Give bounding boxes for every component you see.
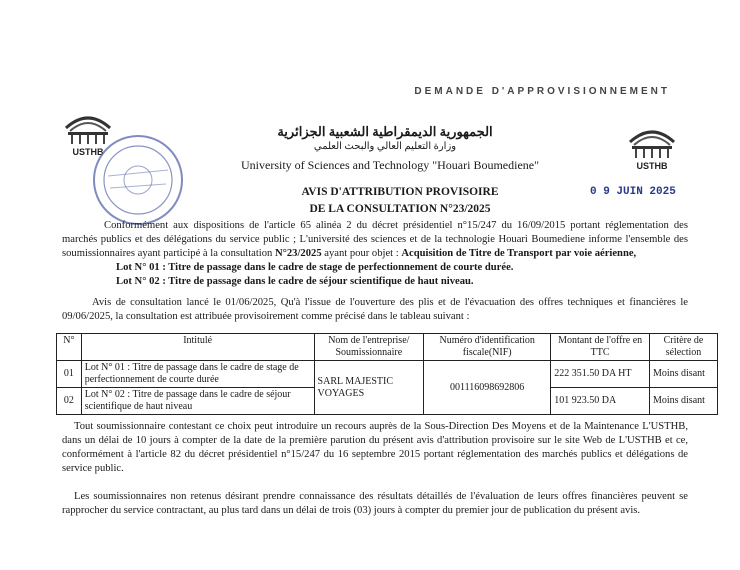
col-header-intitule: Intitulé xyxy=(81,334,314,361)
object-prefix: ayant pour objet : xyxy=(321,248,402,259)
university-name: University of Sciences and Technology "Houari Boumediene" xyxy=(241,158,539,172)
row2-montant: 101 923.50 DA xyxy=(551,388,650,415)
col-header-montant: Montant de l'offre en TTC xyxy=(551,334,650,361)
header-stamp-text: DEMANDE D'APPROVISIONNEMENT xyxy=(414,86,670,97)
logo-left-text: USTHB xyxy=(72,147,104,157)
table-header-row xyxy=(57,334,718,361)
arabic-ministry-title: وزارة التعليم العالي والبحث العلمي xyxy=(313,141,457,152)
row2-no: 02 xyxy=(57,388,82,415)
col-header-nif: Numéro d'identification fiscale(NIF) xyxy=(424,334,551,361)
arabic-republic-title: الجمهورية الديمقراطية الشعبية الجزائرية xyxy=(277,124,493,139)
object-text: Acquisition de Titre de Transport par voie aérienne, xyxy=(401,248,637,259)
row2-intitule: Lot N° 02 : Titre de passage dans le cadre de séjour scientifique de haut niveau xyxy=(81,388,314,415)
table-row xyxy=(57,361,718,388)
reception-date-stamp: 0 9 JUIN 2025 xyxy=(590,186,676,198)
logo-right-text: USTHB xyxy=(636,161,668,171)
row1-intitule: Lot N° 01 : Titre de passage dans le cadre de stage de perfectionnement de courte durée xyxy=(81,361,314,388)
row2-critere: Moins disant xyxy=(649,388,717,415)
official-seal-stamp xyxy=(88,130,188,230)
notice-title: AVIS D'ATTRIBUTION PROVISOIRE xyxy=(301,186,499,198)
col-header-critere: Critère de sélection xyxy=(649,334,717,361)
col-header-no: N° xyxy=(57,334,82,361)
top-blank-area xyxy=(0,0,740,88)
consultation-number: N°23/2025 xyxy=(275,248,322,259)
usthb-logo-right xyxy=(622,112,682,172)
consultation-paragraph: Avis de consultation lancé le 01/06/2025, Qu'à l'issue de l'ouverture des plis et de l'évacuation des offres techniques et financières le 09/06/2025, la consultation est attribuée provisoirement comme précisé dans le tableau suivant : xyxy=(62,297,688,322)
consultation-title: DE LA CONSULTATION N°23/2025 xyxy=(309,203,491,215)
row1-critere: Moins disant xyxy=(649,361,717,388)
lot2-description: Lot N° 02 : Titre de passage dans le cadre de séjour scientifique de haut niveau. xyxy=(116,276,474,287)
col-header-entreprise: Nom de l'entreprise/ Soumissionnaire xyxy=(314,334,424,361)
results-paragraph: Les soumissionnaires non retenus désirant prendre connaissance des résultats détaillés de l'évaluation de leurs offres financières peuvent se rapprocher du service contractant, au plus tard dans un délai de trois (03) jours à compter du premier jour de publication du présent avis. xyxy=(62,491,688,516)
appeal-paragraph: Tout soumissionnaire contestant ce choix peut introduire un recours auprès de la Sous-Direction Des Moyens et de la Maintenance L'USTHB, dans un délai de 10 jours à compter de la date de la première parution du présent avis d'attribution provisoire sur le site Web de L'USTHB et ce, conformément à l'article 82 du décret présidentiel n°15/247 du 16 septembre 2015 portant réglementation des marchés publics et délégations de service public. xyxy=(62,421,688,474)
row1-no: 01 xyxy=(57,361,82,388)
row1-montant: 222 351.50 DA HT xyxy=(551,361,650,388)
lot1-description: Lot N° 01 : Titre de passage dans le cadre de stage de perfectionnement de courte durée. xyxy=(116,262,514,273)
entreprise-cell: SARL MAJESTIC VOYAGES xyxy=(314,361,424,415)
intro-paragraph xyxy=(62,219,688,289)
award-table xyxy=(56,333,718,415)
intro-text: Conformément aux dispositions de l'article 65 alinéa 2 du décret présidentiel n°15/247 du 16/09/2015 portant réglementation des marchés publics et des délégations du service public ; L'université des sciences et de la technologie Houari Boumediene informe l'ensemble des soumissionnaires ayant participé à la consultation xyxy=(62,220,688,259)
nif-cell: 001116098692806 xyxy=(424,361,551,415)
